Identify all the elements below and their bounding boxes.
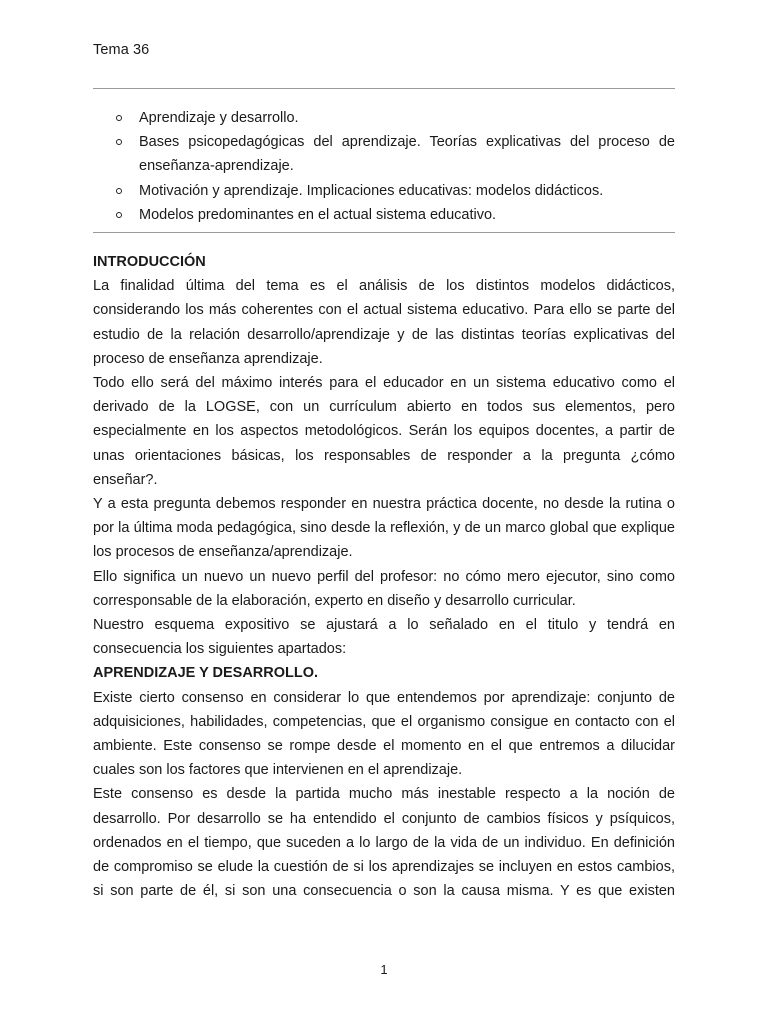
body-paragraph: Todo ello será del máximo interés para el educador en un sistema educativo como el derivado de la LOGSE, con un currículum abierto en todos sus elementos, pero especialmente en los aspectos metodológicos. Serán los equipos docentes, a partir de unas orientaciones básicas, los responsables de responder a la pregunta ¿cómo enseñar?. [93,375,675,488]
outline-item-text: Aprendizaje y desarrollo. [139,110,299,126]
outline-item [93,179,675,203]
body-paragraph: Nuestro esquema expositivo se ajustará a lo señalado en el titulo y tendrá en consecuencia los siguientes apartados: [93,617,675,658]
body-paragraph: Existe cierto consenso en considerar lo que entendemos por aprendizaje: conjunto de adquisiciones, habilidades, competencias, que el organismo consigue en contacto con el ambiente. Este consenso se rompe desde el momento en el que entremos a dilucidar cuales son los factores que intervienen en el aprendizaje. [93,689,675,779]
hollow-bullet-icon [116,115,122,121]
outline-item-text: Modelos predominantes en el actual sistema educativo. [139,206,497,223]
outline-item [93,130,675,178]
body-paragraph: Y a esta pregunta debemos responder en nuestra práctica docente, no desde la rutina o por la última moda pedagógica, sino desde la reflexión, y de un marco global que explique los procesos de enseñanza/aprendizaje. [93,496,675,561]
topic-outline-list [93,106,675,227]
body-paragraph: Este consenso es desde la partida mucho más inestable respecto a la noción de desarrollo. Por desarrollo se ha entendido el conjunto de cambios físicos y psíquicos, ordenados en el tiempo, que suceden a lo largo de la vida de un individuo. En definición de compromiso se elude la cuestión de si los aprendizajes se incluyen en estos cambios, si son parte de él, si son una consecuencia o son la causa misma. Y es que existen [93,786,675,900]
header-divider [93,88,675,89]
document-body [93,250,675,903]
hollow-bullet-icon [116,188,122,194]
outline-item-text: Motivación y aprendizaje. Implicaciones educativas: modelos didácticos. [139,182,604,199]
outline-item [93,203,675,227]
outline-divider [93,232,675,233]
page-number: 1 [380,962,388,977]
hollow-bullet-icon [116,212,122,218]
outline-item-text: Bases psicopedagógicas del aprendizaje. Teorías explicativas del proceso de enseñanza-aprendizaje. [139,134,675,175]
outline-item [93,106,675,130]
body-paragraph: La finalidad última del tema es el análisis de los distintos modelos didácticos, considerando los más coherentes con el actual sistema educativo. Para ello se parte del estudio de la relación desarrollo/aprendizaje y de las distintas teorías explicativas del proceso de enseñanza aprendizaje. [93,278,675,367]
body-paragraph: Ello significa un nuevo un nuevo perfil del profesor: no cómo mero ejecutor, sino como corresponsable de la elaboración, experto en diseño y desarrollo curricular. [93,568,675,609]
hollow-bullet-icon [116,139,122,145]
section-heading-introduccion: INTRODUCCIÓN [93,254,206,270]
section-heading-aprendizaje-desarrollo: APRENDIZAJE Y DESARROLLO. [93,665,319,682]
document-header-title: Tema 36 [93,42,150,58]
